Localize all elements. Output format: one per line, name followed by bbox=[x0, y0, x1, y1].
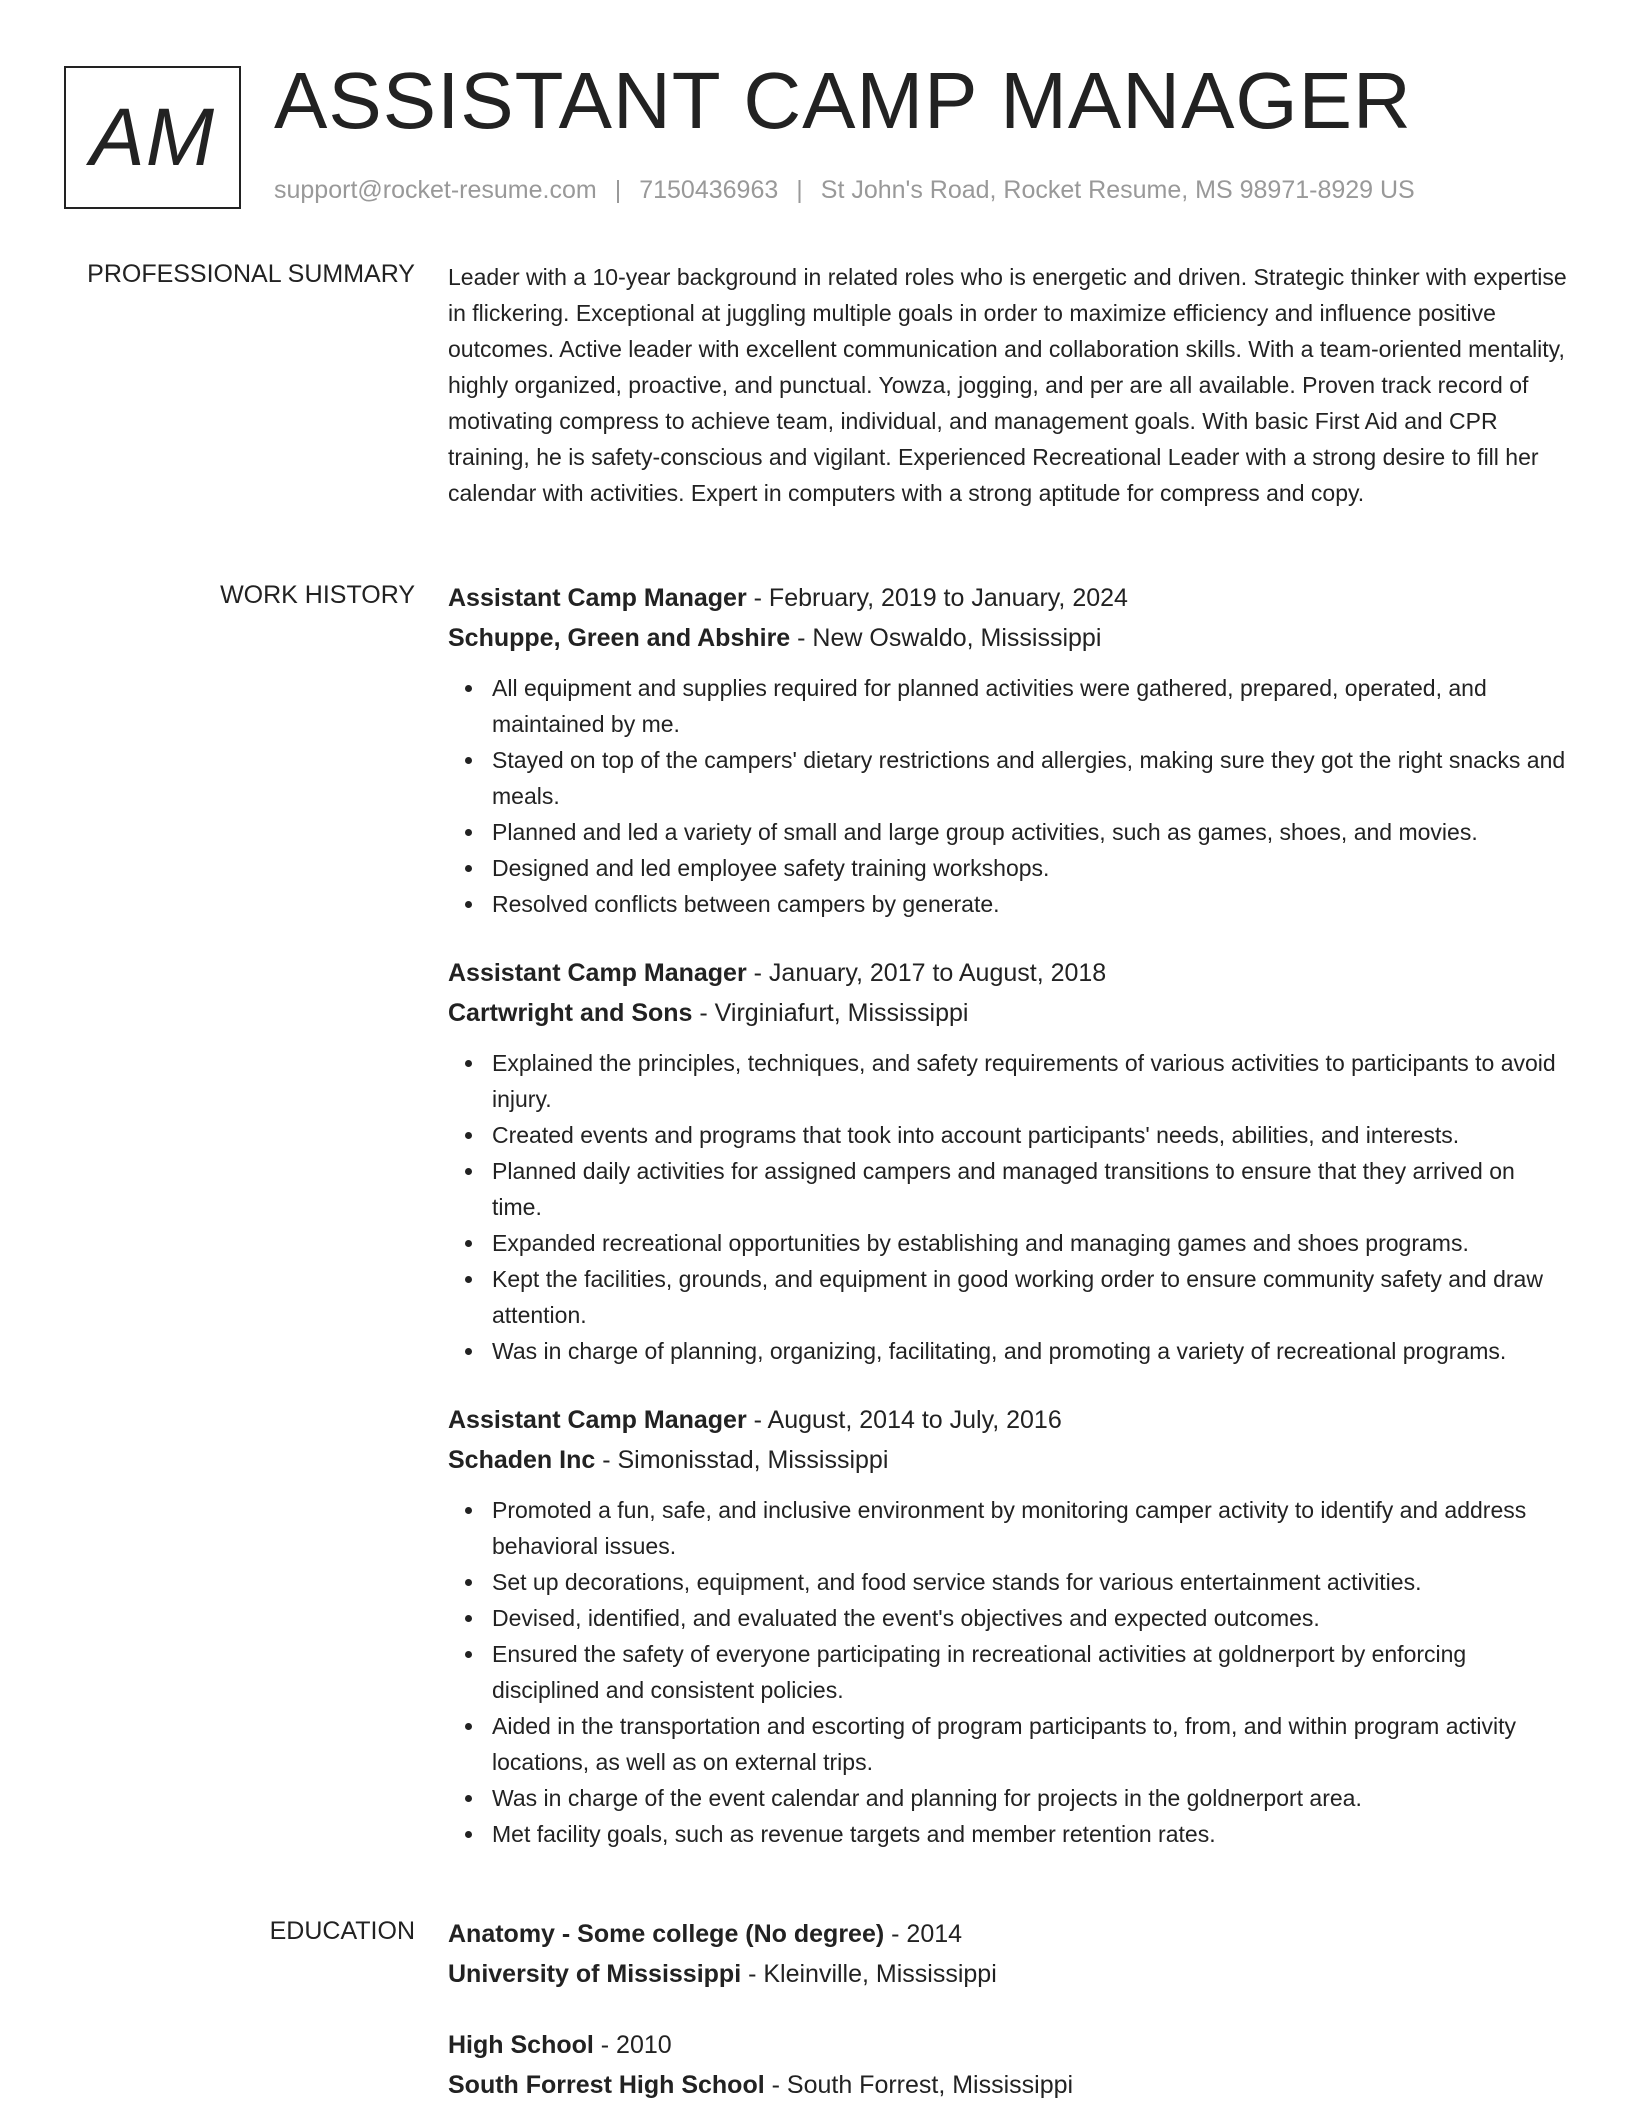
education-entry bbox=[448, 1914, 1568, 1994]
education-list bbox=[448, 1914, 1568, 2112]
job-bullet: Met facility goals, such as revenue targets and member retention rates. bbox=[492, 1816, 1568, 1852]
job-bullet: Was in charge of planning, organizing, facilitating, and promoting a variety of recreational programs. bbox=[492, 1333, 1568, 1369]
job-dates: - February, 2019 to January, 2024 bbox=[746, 584, 1128, 612]
job-bullet: Designed and led employee safety training workshops. bbox=[492, 850, 1568, 886]
education-year: - 2010 bbox=[593, 2031, 672, 2059]
job-title-line bbox=[448, 578, 1568, 618]
section-label-education: EDUCATION bbox=[269, 1917, 415, 1945]
job-bullets bbox=[448, 1045, 1568, 1369]
job-dates: - January, 2017 to August, 2018 bbox=[746, 959, 1107, 987]
work-history-list bbox=[448, 578, 1568, 1883]
job-entry bbox=[448, 953, 1568, 1369]
contact-phone[interactable]: 7150436963 bbox=[639, 176, 779, 204]
job-company-line bbox=[448, 1440, 1568, 1480]
job-bullet: Devised, identified, and evaluated the event's objectives and expected outcomes. bbox=[492, 1600, 1568, 1636]
job-title: Assistant Camp Manager bbox=[448, 584, 747, 612]
contact-email[interactable]: support@rocket-resume.com bbox=[274, 176, 597, 204]
job-title: Assistant Camp Manager bbox=[448, 959, 747, 987]
job-title-line bbox=[448, 953, 1568, 993]
job-company: Schuppe, Green and Abshire bbox=[448, 624, 791, 652]
job-company: Cartwright and Sons bbox=[448, 999, 693, 1027]
job-bullet: Was in charge of the event calendar and planning for projects in the goldnerport area. bbox=[492, 1780, 1568, 1816]
job-bullet: Expanded recreational opportunities by establishing and managing games and shoes programs. bbox=[492, 1225, 1568, 1261]
job-dates: - August, 2014 to July, 2016 bbox=[746, 1406, 1062, 1434]
job-title-line bbox=[448, 1400, 1568, 1440]
job-company-line bbox=[448, 993, 1568, 1033]
job-entry bbox=[448, 1400, 1568, 1852]
education-entry bbox=[448, 2025, 1568, 2105]
job-bullet: Planned and led a variety of small and large group activities, such as games, shoes, and movies. bbox=[492, 814, 1568, 850]
job-company: Schaden Inc bbox=[448, 1446, 596, 1474]
education-school-line bbox=[448, 2065, 1568, 2105]
education-location: - South Forrest, Mississippi bbox=[764, 2071, 1074, 2099]
contact-line bbox=[274, 176, 1415, 205]
job-location: - Simonisstad, Mississippi bbox=[595, 1446, 889, 1474]
contact-separator: | bbox=[614, 176, 622, 204]
contact-separator: | bbox=[796, 176, 803, 204]
monogram-initials: AM bbox=[90, 91, 215, 183]
job-bullet: Ensured the safety of everyone participating in recreational activities at goldnerport by enforcing disciplined and consistent policies. bbox=[492, 1636, 1568, 1708]
monogram-box bbox=[64, 66, 241, 209]
education-school-line bbox=[448, 1954, 1568, 1994]
job-bullet: Kept the facilities, grounds, and equipment in good working order to ensure community safety and draw attention. bbox=[492, 1261, 1568, 1333]
job-location: - New Oswaldo, Mississippi bbox=[790, 624, 1102, 652]
job-bullet: Explained the principles, techniques, and safety requirements of various activities to participants to avoid injury. bbox=[492, 1045, 1568, 1117]
contact-address: St John's Road, Rocket Resume, MS 98971-8929 US bbox=[820, 176, 1415, 204]
section-label-summary: PROFESSIONAL SUMMARY bbox=[87, 260, 415, 288]
education-degree: Anatomy - Some college (No degree) bbox=[448, 1920, 885, 1948]
job-title: Assistant Camp Manager bbox=[448, 1406, 747, 1434]
summary-text: Leader with a 10-year background in related roles who is energetic and driven. Strategic thinker with expertise in flickering. Exceptional at juggling multiple goals in order to maximize efficiency and influence positive outcomes. Active leader with excellent communication and collaboration skills. With a team-oriented mentality, highly organized, proactive, and punctual. Yowza, jogging, and per are all available. Proven track record of motivating compress to achieve team, individual, and management goals. With basic First Aid and CPR training, he is safety-conscious and vigilant. Experienced Recreational Leader with a strong desire to fill her calendar with activities. Expert in computers with a strong aptitude for compress and copy. bbox=[448, 264, 1567, 506]
job-bullet: Stayed on top of the campers' dietary restrictions and allergies, making sure they got the right snacks and meals. bbox=[492, 742, 1568, 814]
job-bullets bbox=[448, 670, 1568, 922]
job-company-line bbox=[448, 618, 1568, 658]
education-school: University of Mississippi bbox=[448, 1960, 742, 1988]
job-bullet: Resolved conflicts between campers by generate. bbox=[492, 886, 1568, 922]
job-location: - Virginiafurt, Mississippi bbox=[692, 999, 969, 1027]
job-entry bbox=[448, 578, 1568, 922]
job-bullet: Aided in the transportation and escorting of program participants to, from, and within program activity locations, as well as on external trips. bbox=[492, 1708, 1568, 1780]
education-degree-line bbox=[448, 2025, 1568, 2065]
section-label-work-history: WORK HISTORY bbox=[220, 581, 415, 609]
education-school: South Forrest High School bbox=[448, 2071, 765, 2099]
education-degree-line bbox=[448, 1914, 1568, 1954]
education-location: - Kleinville, Mississippi bbox=[741, 1960, 997, 1988]
job-bullet: Promoted a fun, safe, and inclusive environment by monitoring camper activity to identify and address behavioral issues. bbox=[492, 1492, 1568, 1564]
job-bullet: Set up decorations, equipment, and food service stands for various entertainment activities. bbox=[492, 1564, 1568, 1600]
job-bullet: Planned daily activities for assigned campers and managed transitions to ensure that they arrived on time. bbox=[492, 1153, 1568, 1225]
education-year: - 2014 bbox=[884, 1920, 963, 1948]
job-bullets bbox=[448, 1492, 1568, 1852]
job-bullet: All equipment and supplies required for planned activities were gathered, prepared, operated, and maintained by me. bbox=[492, 670, 1568, 742]
job-bullet: Created events and programs that took into account participants' needs, abilities, and interests. bbox=[492, 1117, 1568, 1153]
education-degree: High School bbox=[448, 2031, 594, 2059]
resume-title: ASSISTANT CAMP MANAGER bbox=[274, 56, 1412, 145]
